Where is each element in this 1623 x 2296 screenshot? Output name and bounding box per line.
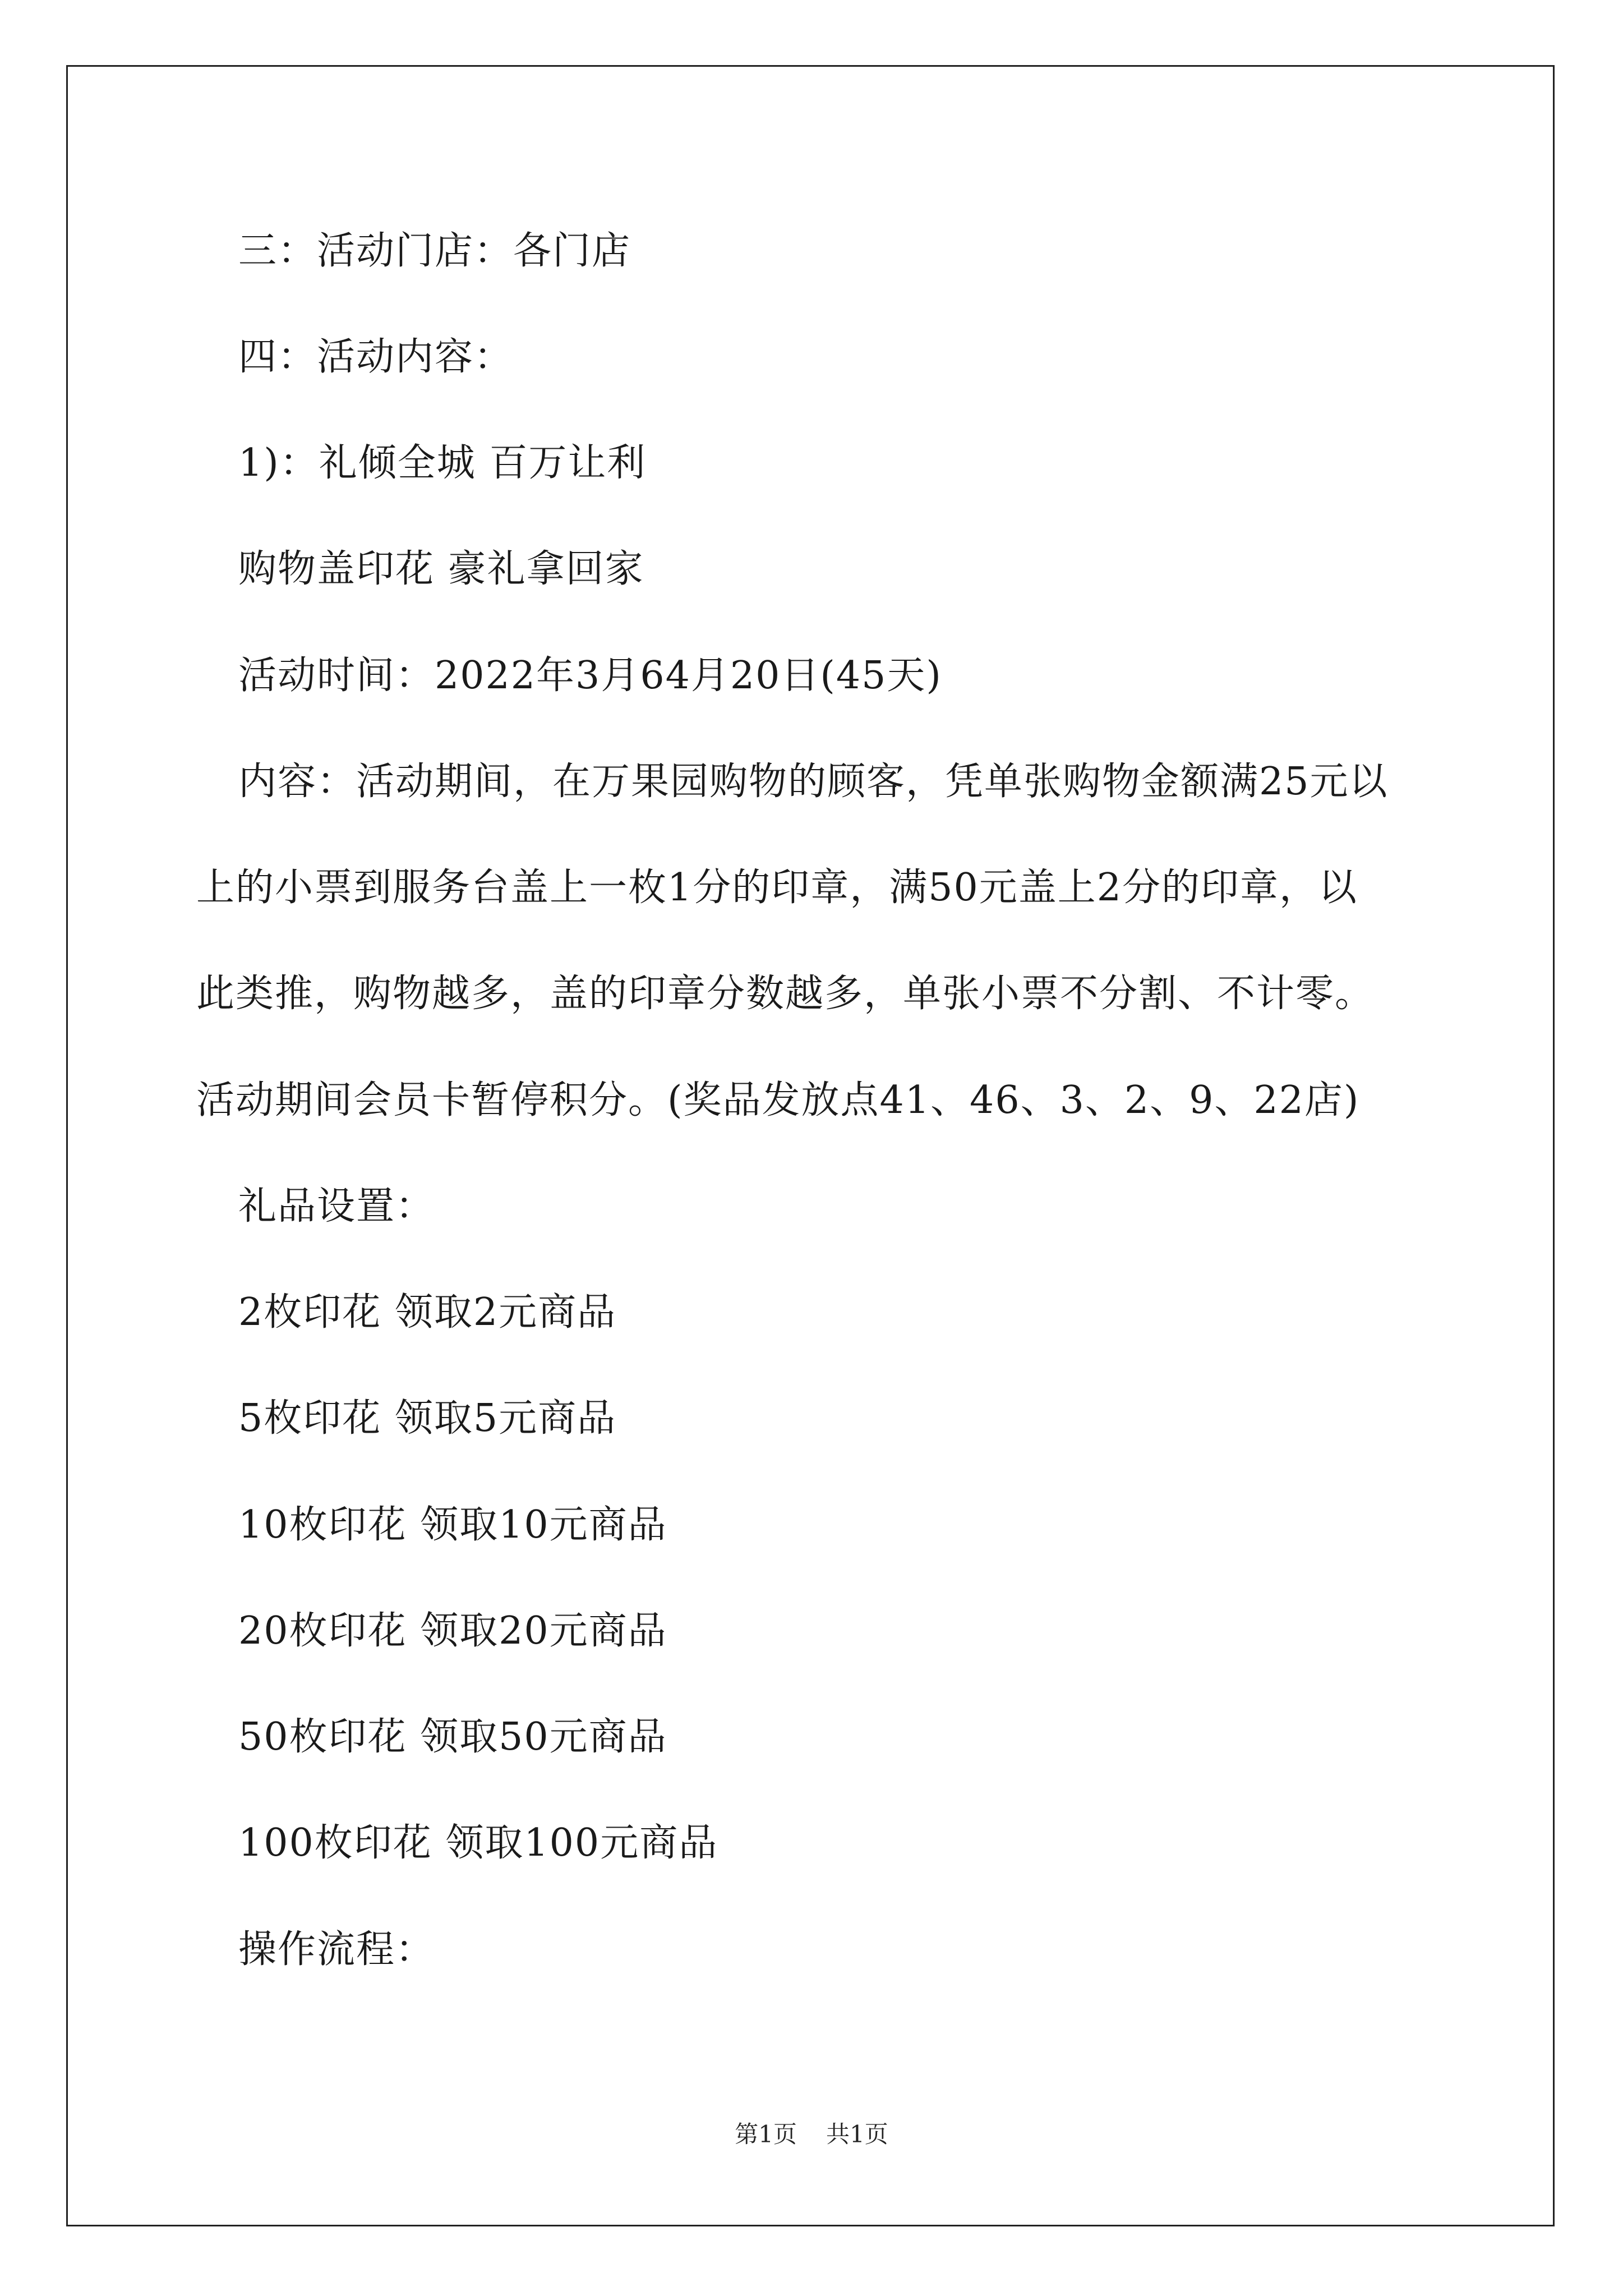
doc-line: 内容：活动期间，在万果园购物的顾客，凭单张购物金额满25元以 (238, 760, 1389, 804)
doc-line: 此类推，购物越多，盖的印章分数越多，单张小票不分割、不计零。 (196, 972, 1375, 1016)
doc-line: 2枚印花 领取2元商品 (238, 1290, 617, 1335)
page-number-total: 共1页 (826, 2120, 888, 2148)
doc-line: 5枚印花 领取5元商品 (238, 1396, 617, 1441)
doc-line: 1)：礼倾全城 百万让利 (238, 441, 647, 485)
doc-line: 上的小票到服务台盖上一枚1分的印章，满50元盖上2分的印章，以 (196, 866, 1358, 910)
doc-line: 活动期间会员卡暂停积分。(奖品发放点41、46、3、2、9、22店) (196, 1078, 1360, 1122)
page-footer (0, 2118, 1623, 2151)
page-frame (66, 65, 1555, 2226)
doc-line: 10枚印花 领取10元商品 (238, 1503, 667, 1547)
page-number-current: 第1页 (735, 2120, 797, 2148)
doc-line: 操作流程： (238, 1927, 435, 1972)
doc-line: 活动时间：2022年3月64月20日(45天) (238, 654, 942, 698)
doc-line: 50枚印花 领取50元商品 (238, 1715, 667, 1759)
doc-line: 购物盖印花 豪礼拿回家 (238, 547, 644, 591)
doc-line: 三：活动门店：各门店 (238, 229, 631, 273)
doc-line: 四：活动内容： (238, 335, 514, 379)
doc-line: 礼品设置： (238, 1184, 435, 1228)
doc-line: 100枚印花 领取100元商品 (238, 1821, 718, 1865)
doc-line: 20枚印花 领取20元商品 (238, 1609, 667, 1653)
